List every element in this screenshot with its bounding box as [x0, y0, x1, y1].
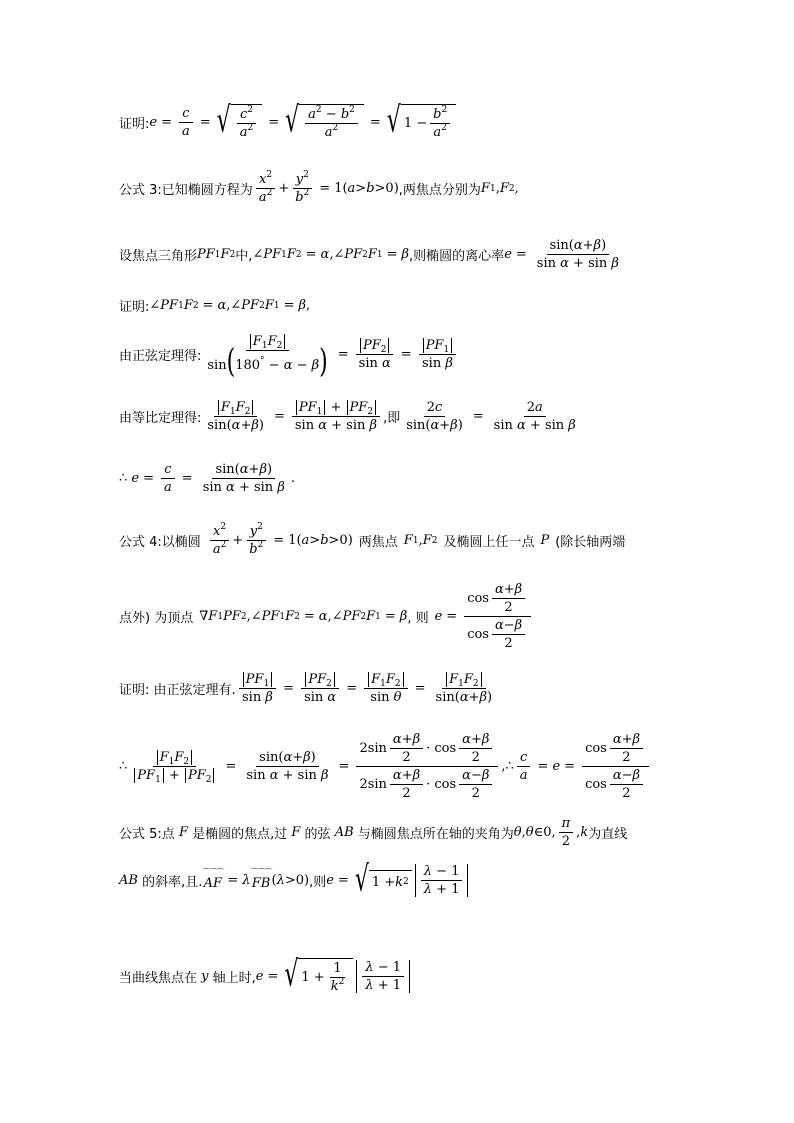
formula4-label: 公式 4:: [119, 535, 162, 550]
conclusion3-line: ∴ e = $\frac{c}{a}$ = $\frac{\sin(\alpha+\beta)}{\text{sin α + sin β}}$ .: [119, 462, 295, 495]
formula5-line2: AB 的斜率,且. ⌒⌒⌒ AF = λ ⌒⌒⌒ FB ( λ >0) ,则 e = √ 1 + k 2 $\frac{\lambda - 1}{\lambda + 1}$: [119, 864, 684, 897]
formula3-line: 公式 3: 已知椭圆方程为 $\frac{x^2}{a^2}$ + $\frac{y^2}{b^2}$ = 1( a > b >0) ,两焦点分别为 F 1 , F 2 ,: [119, 170, 519, 205]
sine-rule-line: 由正弦定理得: $\frac{F_1F_2}{\sin(180^\circ - \alpha - \beta)}$ = $\frac{PF_2}{\text{sin α}}$ = $\frac{PF_1}{\text{sin β}}$: [119, 334, 684, 374]
formula3-label: 公式 3:: [119, 183, 162, 198]
formula4-line2: 点外) 为顶点 ∇ F 1 PF 2 ,∠ PF 1 F 2 = α ,∠ PF 2 F 1 = β , 则 e = cos $\frac{\alpha+\beta}{2}$ cos $\frac{\alpha-\beta}{2}$: [119, 582, 684, 651]
proof-eccentricity-line: 证明: e = $\frac{c}{a}$ = √ $\frac{c^2}{a^2}$ = √ $\frac{a^2 - b^2}{a^2}$ = √ 1 − $\frac{b^2}{a^2}$: [119, 104, 684, 140]
proof-angles-line: 证明: ∠ PF 1 F 2 = α ,∠ PF 2 F 1 = β ,: [119, 298, 311, 315]
proof-label: 证明:: [119, 116, 150, 132]
formula3-line2: 设焦点三角形 PF 1 F 2 中, ∠ PF 1 F 2 = α ,∠ PF 2 F 1 = β ,则椭圆的离心率 e = $\frac{\sin(\alpha+\beta)}{\text{sin α + sin β}}$: [119, 238, 619, 271]
formula5-line: 公式 5: 点 F 是椭圆的焦点,过 F 的弦 AB 与椭圆焦点所在轴的夹角为 θ , θ ∈0, $\frac{\pi}{2}$ , k 为直线: [119, 816, 628, 849]
ratio-rule-line: 由等比定理得: $\frac{F_1F_2}{\sin(\alpha+\beta)}$ = $\frac{PF_1 + PF_2}{\text{sin α + sin β}}$ ,即 $\frac{2c}{\sin(\alpha+\beta)}$ = $\frac{2a}{\text{sin α + sin β}}$: [119, 400, 576, 433]
formula5-label: 公式 5:: [119, 827, 162, 842]
proof4-line: 证明: 由正弦定理有. $\frac{PF_1}{\text{sin β}}$ = $\frac{PF_2}{\text{sin α}}$ = $\frac{F_1F_2}{\text{sin θ}}$ = $\frac{F_1F_2}{\sin(\alpha+\beta)}$: [119, 672, 493, 705]
yaxis-case-line: 当曲线焦点在 y 轴上时, e = √ 1 + $\frac{1}{k^2}$ $\frac{\lambda - 1}{\lambda + 1}$: [119, 958, 684, 994]
proof4-derivation-line: ∴ $\frac{F_1F_2}{PF_1 + PF_2}$ = $\frac{\sin(\alpha+\beta)}{\text{sin α + sin β}}$ = 2sin $\frac{\alpha+\beta}{2}$ · cos $\frac{\alpha+\beta}{2}$ 2sin $\frac{\alpha+\beta}{2}$ · cos $\frac{\alpha-\beta}{2}$ ,∴ $\frac{c}{a}$ = e = cos $\frac{\alpha+\beta}{2}$ cos $\frac{\alpha-\beta}{2}$: [119, 732, 684, 801]
formula4-line: 公式 4: 以椭圆 $\frac{x^2}{a^2}$ + $\frac{y^2}{b^2}$ = 1( a > b >0) 两焦点 F 1 , F 2 及椭圆上任一点 P (除长轴两端: [119, 522, 626, 557]
